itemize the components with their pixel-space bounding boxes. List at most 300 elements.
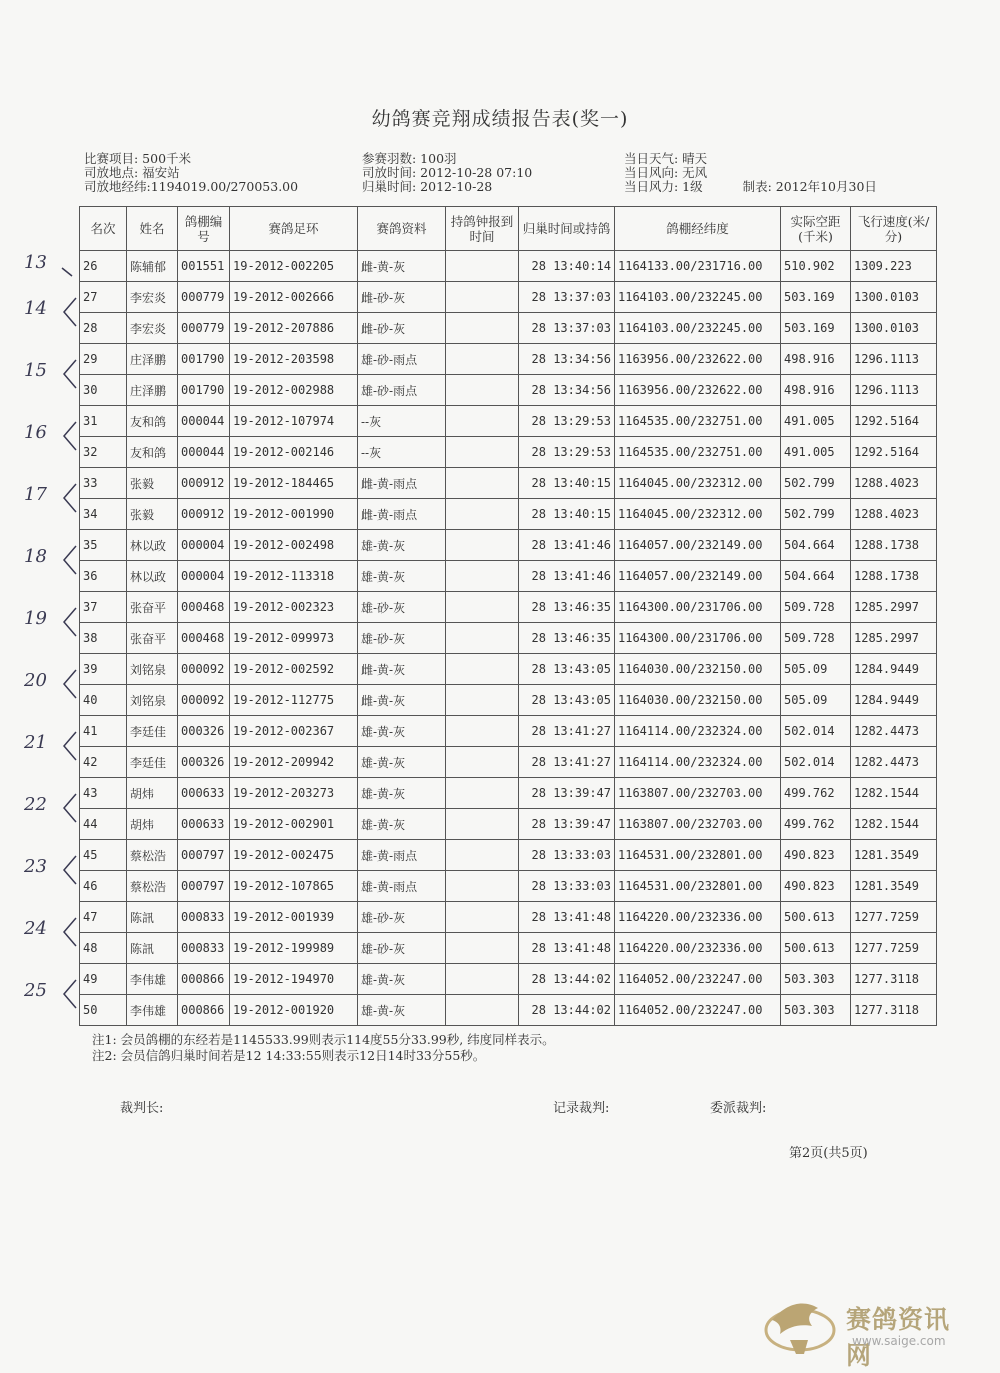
table-header-row xyxy=(80,207,937,251)
cell-bird-info: 雄-砂-雨点 xyxy=(358,375,446,406)
cell-loft-number: 000044 xyxy=(178,406,230,437)
cell-bird-info: 雄-砂-灰 xyxy=(358,592,446,623)
header-clock-time: 持鸽钟报到时间 xyxy=(446,207,519,251)
report-title: 幼鸽赛竞翔成绩报告表(奖一) xyxy=(371,108,629,130)
cell-return-time: 28 13:33:03 xyxy=(519,871,615,902)
cell-return-time: 28 13:41:27 xyxy=(519,716,615,747)
cell-name: 李宏炎 xyxy=(127,282,178,313)
cell-speed: 1296.1113 xyxy=(851,344,937,375)
cell-rank: 45 xyxy=(80,840,127,871)
cell-return-time: 28 13:46:35 xyxy=(519,592,615,623)
cell-name: 张毅 xyxy=(127,468,178,499)
cell-distance: 502.799 xyxy=(781,499,851,530)
cell-return-time: 28 13:43:05 xyxy=(519,654,615,685)
cell-loft-number: 000004 xyxy=(178,561,230,592)
cell-speed: 1285.2997 xyxy=(851,623,937,654)
cell-coords: 1164052.00/232247.00 xyxy=(615,964,781,995)
cell-distance: 509.728 xyxy=(781,623,851,654)
cell-ring: 19-2012-002988 xyxy=(230,375,358,406)
cell-bird-info: 雌-黄-雨点 xyxy=(358,499,446,530)
cell-distance: 503.303 xyxy=(781,964,851,995)
handwritten-rank-label: 22 xyxy=(24,794,47,815)
cell-loft-number: 000326 xyxy=(178,716,230,747)
cell-rank: 48 xyxy=(80,933,127,964)
footnote-2: 注2: 会员信鸽归巢时间若是12 14:33:55则表示12日14时33分55秒。 xyxy=(92,1048,486,1063)
info-column-2 xyxy=(362,152,532,194)
cell-return-time: 28 13:41:48 xyxy=(519,902,615,933)
cell-rank: 49 xyxy=(80,964,127,995)
cell-loft-number: 000468 xyxy=(178,623,230,654)
cell-rank: 46 xyxy=(80,871,127,902)
cell-coords: 1164045.00/232312.00 xyxy=(615,468,781,499)
handwritten-rank-label: 23 xyxy=(24,856,47,877)
info-column-1 xyxy=(84,152,298,194)
cell-distance: 509.728 xyxy=(781,592,851,623)
header-loft-number: 鸽棚编号 xyxy=(178,207,230,251)
cell-distance: 503.169 xyxy=(781,313,851,344)
cell-distance: 504.664 xyxy=(781,561,851,592)
footnotes xyxy=(92,1032,555,1064)
cell-speed: 1285.2997 xyxy=(851,592,937,623)
table-row xyxy=(80,685,937,716)
info-wind-direction: 当日风向: 无风 xyxy=(624,165,708,180)
handwritten-rank-label: 15 xyxy=(24,360,47,381)
recording-referee-label: 记录裁判: xyxy=(553,1101,610,1116)
cell-distance: 491.005 xyxy=(781,406,851,437)
handwritten-rank-label: 25 xyxy=(24,980,47,1001)
cell-coords: 1163956.00/232622.00 xyxy=(615,344,781,375)
cell-loft-number: 000468 xyxy=(178,592,230,623)
handwritten-group-mark xyxy=(24,850,74,890)
table-row xyxy=(80,282,937,313)
cell-rank: 33 xyxy=(80,468,127,499)
cell-clock-time xyxy=(446,561,519,592)
cell-bird-info: 雌-砂-灰 xyxy=(358,282,446,313)
cell-bird-info: 雄-砂-灰 xyxy=(358,623,446,654)
handwritten-group-mark xyxy=(24,246,74,286)
cell-ring: 19-2012-107865 xyxy=(230,871,358,902)
table-row xyxy=(80,344,937,375)
cell-ring: 19-2012-002323 xyxy=(230,592,358,623)
cell-ring: 19-2012-194970 xyxy=(230,964,358,995)
table-row xyxy=(80,871,937,902)
cell-speed: 1281.3549 xyxy=(851,871,937,902)
handwritten-group-mark xyxy=(24,540,74,580)
cell-loft-number: 000004 xyxy=(178,530,230,561)
header-ring: 赛鸽足环 xyxy=(230,207,358,251)
cell-distance: 499.762 xyxy=(781,778,851,809)
cell-bird-info: 雄-砂-灰 xyxy=(358,933,446,964)
cell-coords: 1164103.00/232245.00 xyxy=(615,313,781,344)
watermark xyxy=(760,1290,960,1370)
cell-rank: 34 xyxy=(80,499,127,530)
table-row xyxy=(80,654,937,685)
handwritten-group-mark xyxy=(24,726,74,766)
header-coords: 鸽棚经纬度 xyxy=(615,207,781,251)
info-release-coords: 司放地经纬:1194019.00/270053.00 xyxy=(84,179,299,194)
table-row xyxy=(80,530,937,561)
info-entries: 参赛羽数: 100羽 xyxy=(362,151,457,166)
handwritten-rank-label: 16 xyxy=(24,422,47,443)
cell-ring: 19-2012-002146 xyxy=(230,437,358,468)
cell-clock-time xyxy=(446,871,519,902)
cell-clock-time xyxy=(446,654,519,685)
cell-rank: 47 xyxy=(80,902,127,933)
cell-name: 林以政 xyxy=(127,530,178,561)
cell-name: 张毅 xyxy=(127,499,178,530)
page-number: 第2页(共5页) xyxy=(789,1146,868,1161)
cell-return-time: 28 13:44:02 xyxy=(519,995,615,1026)
cell-bird-info: 雌-黄-灰 xyxy=(358,251,446,282)
cell-loft-number: 001551 xyxy=(178,251,230,282)
cell-loft-number: 001790 xyxy=(178,375,230,406)
cell-speed: 1277.7259 xyxy=(851,902,937,933)
cell-rank: 43 xyxy=(80,778,127,809)
cell-clock-time xyxy=(446,623,519,654)
cell-clock-time xyxy=(446,964,519,995)
cell-name: 陈辅郁 xyxy=(127,251,178,282)
cell-coords: 1163956.00/232622.00 xyxy=(615,375,781,406)
handwritten-group-mark xyxy=(24,292,74,332)
cell-ring: 19-2012-199989 xyxy=(230,933,358,964)
cell-clock-time xyxy=(446,313,519,344)
cell-speed: 1296.1113 xyxy=(851,375,937,406)
cell-coords: 1164300.00/231706.00 xyxy=(615,623,781,654)
cell-speed: 1281.3549 xyxy=(851,840,937,871)
header-bird-info: 赛鸽资料 xyxy=(358,207,446,251)
cell-bird-info: 雌-黄-雨点 xyxy=(358,468,446,499)
cell-speed: 1282.4473 xyxy=(851,747,937,778)
cell-coords: 1164103.00/232245.00 xyxy=(615,282,781,313)
cell-distance: 510.902 xyxy=(781,251,851,282)
cell-loft-number: 000866 xyxy=(178,964,230,995)
cell-speed: 1284.9449 xyxy=(851,685,937,716)
cell-loft-number: 000326 xyxy=(178,747,230,778)
cell-clock-time xyxy=(446,406,519,437)
header-rank: 名次 xyxy=(80,207,127,251)
cell-ring: 19-2012-203273 xyxy=(230,778,358,809)
cell-name: 张奋平 xyxy=(127,623,178,654)
cell-rank: 50 xyxy=(80,995,127,1026)
table-row xyxy=(80,778,937,809)
handwritten-rank-label: 19 xyxy=(24,608,47,629)
cell-clock-time xyxy=(446,840,519,871)
cell-clock-time xyxy=(446,747,519,778)
cell-loft-number: 000912 xyxy=(178,499,230,530)
cell-return-time: 28 13:39:47 xyxy=(519,778,615,809)
table-row xyxy=(80,964,937,995)
cell-speed: 1282.4473 xyxy=(851,716,937,747)
cell-coords: 1164220.00/232336.00 xyxy=(615,933,781,964)
cell-ring: 19-2012-107974 xyxy=(230,406,358,437)
table-row xyxy=(80,840,937,871)
cell-coords: 1164535.00/232751.00 xyxy=(615,406,781,437)
handwritten-group-mark xyxy=(24,602,74,642)
cell-return-time: 28 13:34:56 xyxy=(519,375,615,406)
watermark-url: www.saige.com xyxy=(852,1334,946,1348)
cell-coords: 1164114.00/232324.00 xyxy=(615,716,781,747)
cell-loft-number: 000912 xyxy=(178,468,230,499)
cell-coords: 1164220.00/232336.00 xyxy=(615,902,781,933)
cell-clock-time xyxy=(446,530,519,561)
cell-loft-number: 000044 xyxy=(178,437,230,468)
cell-name: 林以政 xyxy=(127,561,178,592)
cell-rank: 30 xyxy=(80,375,127,406)
cell-bird-info: 雄-黄-灰 xyxy=(358,747,446,778)
cell-speed: 1292.5164 xyxy=(851,437,937,468)
cell-ring: 19-2012-002475 xyxy=(230,840,358,871)
cell-name: 刘铭泉 xyxy=(127,685,178,716)
cell-ring: 19-2012-001939 xyxy=(230,902,358,933)
cell-clock-time xyxy=(446,468,519,499)
handwritten-group-mark xyxy=(24,354,74,394)
handwritten-rank-label: 20 xyxy=(24,670,47,691)
handwritten-group-mark xyxy=(24,974,74,1014)
table-row xyxy=(80,995,937,1026)
cell-return-time: 28 13:29:53 xyxy=(519,406,615,437)
cell-return-time: 28 13:41:46 xyxy=(519,530,615,561)
cell-clock-time xyxy=(446,251,519,282)
handwritten-group-mark xyxy=(24,664,74,704)
cell-name: 友和鸽 xyxy=(127,406,178,437)
pigeon-logo-icon xyxy=(760,1290,840,1358)
appointed-referee-label: 委派裁判: xyxy=(710,1101,767,1116)
cell-rank: 35 xyxy=(80,530,127,561)
cell-loft-number: 001790 xyxy=(178,344,230,375)
cell-rank: 31 xyxy=(80,406,127,437)
cell-bird-info: --灰 xyxy=(358,406,446,437)
cell-name: 蔡松浩 xyxy=(127,871,178,902)
cell-speed: 1282.1544 xyxy=(851,809,937,840)
cell-ring: 19-2012-002205 xyxy=(230,251,358,282)
cell-bird-info: 雄-黄-灰 xyxy=(358,530,446,561)
cell-name: 胡炜 xyxy=(127,809,178,840)
cell-ring: 19-2012-001920 xyxy=(230,995,358,1026)
cell-loft-number: 000779 xyxy=(178,313,230,344)
handwritten-group-mark xyxy=(24,416,74,456)
cell-ring: 19-2012-099973 xyxy=(230,623,358,654)
info-made-date: 制表: 2012年10月30日 xyxy=(742,179,877,194)
cell-bird-info: 雌-黄-灰 xyxy=(358,654,446,685)
cell-rank: 26 xyxy=(80,251,127,282)
cell-clock-time xyxy=(446,592,519,623)
cell-bird-info: 雄-黄-灰 xyxy=(358,561,446,592)
cell-speed: 1277.3118 xyxy=(851,964,937,995)
table-row xyxy=(80,747,937,778)
cell-coords: 1164300.00/231706.00 xyxy=(615,592,781,623)
cell-name: 蔡松浩 xyxy=(127,840,178,871)
cell-clock-time xyxy=(446,933,519,964)
results-table xyxy=(79,206,937,1026)
cell-speed: 1277.7259 xyxy=(851,933,937,964)
cell-distance: 502.014 xyxy=(781,747,851,778)
cell-ring: 19-2012-184465 xyxy=(230,468,358,499)
cell-loft-number: 000092 xyxy=(178,685,230,716)
cell-loft-number: 000833 xyxy=(178,902,230,933)
cell-return-time: 28 13:41:48 xyxy=(519,933,615,964)
cell-ring: 19-2012-002367 xyxy=(230,716,358,747)
handwritten-rank-label: 24 xyxy=(24,918,47,939)
table-row xyxy=(80,313,937,344)
cell-rank: 32 xyxy=(80,437,127,468)
handwritten-rank-label: 13 xyxy=(24,251,47,273)
cell-speed: 1288.4023 xyxy=(851,468,937,499)
cell-coords: 1164114.00/232324.00 xyxy=(615,747,781,778)
cell-distance: 505.09 xyxy=(781,685,851,716)
footnote-1: 注1: 会员鸽棚的东经若是1145533.99则表示114度55分33.99秒, 纬度同样表示。 xyxy=(92,1032,555,1047)
cell-coords: 1164531.00/232801.00 xyxy=(615,871,781,902)
handwritten-group-mark xyxy=(24,912,74,952)
cell-speed: 1284.9449 xyxy=(851,654,937,685)
cell-loft-number: 000797 xyxy=(178,871,230,902)
cell-return-time: 28 13:41:27 xyxy=(519,747,615,778)
cell-rank: 37 xyxy=(80,592,127,623)
cell-ring: 19-2012-112775 xyxy=(230,685,358,716)
cell-rank: 39 xyxy=(80,654,127,685)
cell-speed: 1300.0103 xyxy=(851,313,937,344)
cell-distance: 504.664 xyxy=(781,530,851,561)
cell-distance: 500.613 xyxy=(781,902,851,933)
cell-distance: 502.799 xyxy=(781,468,851,499)
cell-distance: 499.762 xyxy=(781,809,851,840)
cell-speed: 1309.223 xyxy=(851,251,937,282)
header-return-time: 归巢时间或持鸽 xyxy=(519,207,615,251)
cell-rank: 27 xyxy=(80,282,127,313)
cell-return-time: 28 13:44:02 xyxy=(519,964,615,995)
info-event: 比赛项目: 500千米 xyxy=(84,151,192,166)
cell-name: 庄泽鹏 xyxy=(127,344,178,375)
cell-bird-info: 雄-黄-灰 xyxy=(358,716,446,747)
cell-rank: 36 xyxy=(80,561,127,592)
table-row xyxy=(80,468,937,499)
cell-name: 庄泽鹏 xyxy=(127,375,178,406)
cell-return-time: 28 13:29:53 xyxy=(519,437,615,468)
cell-clock-time xyxy=(446,809,519,840)
cell-return-time: 28 13:40:14 xyxy=(519,251,615,282)
info-weather: 当日天气: 晴天 xyxy=(624,151,708,166)
cell-coords: 1164045.00/232312.00 xyxy=(615,499,781,530)
cell-clock-time xyxy=(446,902,519,933)
cell-bird-info: 雄-砂-灰 xyxy=(358,902,446,933)
cell-name: 李廷佳 xyxy=(127,747,178,778)
table-row xyxy=(80,437,937,468)
cell-return-time: 28 13:46:35 xyxy=(519,623,615,654)
cell-speed: 1282.1544 xyxy=(851,778,937,809)
cell-name: 陈訊 xyxy=(127,933,178,964)
cell-clock-time xyxy=(446,437,519,468)
cell-bird-info: --灰 xyxy=(358,437,446,468)
cell-speed: 1288.4023 xyxy=(851,499,937,530)
cell-return-time: 28 13:34:56 xyxy=(519,344,615,375)
chief-referee-label: 裁判长: xyxy=(120,1101,164,1116)
cell-coords: 1164531.00/232801.00 xyxy=(615,840,781,871)
cell-distance: 502.014 xyxy=(781,716,851,747)
cell-clock-time xyxy=(446,778,519,809)
header-speed: 飞行速度(米/分) xyxy=(851,207,937,251)
table-row xyxy=(80,592,937,623)
cell-rank: 28 xyxy=(80,313,127,344)
cell-ring: 19-2012-209942 xyxy=(230,747,358,778)
cell-speed: 1288.1738 xyxy=(851,561,937,592)
table-row xyxy=(80,499,937,530)
cell-name: 陈訊 xyxy=(127,902,178,933)
cell-name: 李伟雄 xyxy=(127,964,178,995)
cell-distance: 498.916 xyxy=(781,344,851,375)
cell-ring: 19-2012-002498 xyxy=(230,530,358,561)
cell-loft-number: 000797 xyxy=(178,840,230,871)
cell-clock-time xyxy=(446,499,519,530)
handwritten-group-mark xyxy=(24,788,74,828)
cell-ring: 19-2012-002592 xyxy=(230,654,358,685)
cell-bird-info: 雄-黄-灰 xyxy=(358,778,446,809)
handwritten-rank-label: 14 xyxy=(24,298,47,319)
table-row xyxy=(80,933,937,964)
cell-bird-info: 雄-黄-雨点 xyxy=(358,871,446,902)
cell-coords: 1164057.00/232149.00 xyxy=(615,561,781,592)
cell-rank: 41 xyxy=(80,716,127,747)
handwritten-rank-label: 18 xyxy=(24,546,47,567)
watermark-text: 赛鸽资讯网 xyxy=(846,1305,951,1370)
cell-clock-time xyxy=(446,716,519,747)
cell-loft-number: 000779 xyxy=(178,282,230,313)
table-row xyxy=(80,251,937,282)
info-release-site: 司放地点: 福安站 xyxy=(84,165,180,180)
cell-ring: 19-2012-002666 xyxy=(230,282,358,313)
cell-rank: 42 xyxy=(80,747,127,778)
cell-speed: 1288.1738 xyxy=(851,530,937,561)
cell-bird-info: 雄-黄-雨点 xyxy=(358,840,446,871)
cell-name: 李宏炎 xyxy=(127,313,178,344)
handwritten-rank-label: 17 xyxy=(24,484,47,505)
cell-rank: 38 xyxy=(80,623,127,654)
cell-name: 张奋平 xyxy=(127,592,178,623)
table-row xyxy=(80,375,937,406)
table-row xyxy=(80,716,937,747)
cell-coords: 1164030.00/232150.00 xyxy=(615,654,781,685)
cell-loft-number: 000866 xyxy=(178,995,230,1026)
cell-clock-time xyxy=(446,282,519,313)
cell-clock-time xyxy=(446,995,519,1026)
cell-coords: 1164535.00/232751.00 xyxy=(615,437,781,468)
cell-coords: 1163807.00/232703.00 xyxy=(615,778,781,809)
cell-rank: 44 xyxy=(80,809,127,840)
cell-ring: 19-2012-002901 xyxy=(230,809,358,840)
cell-distance: 491.005 xyxy=(781,437,851,468)
cell-return-time: 28 13:37:03 xyxy=(519,313,615,344)
cell-distance: 490.823 xyxy=(781,871,851,902)
cell-return-time: 28 13:40:15 xyxy=(519,468,615,499)
cell-ring: 19-2012-203598 xyxy=(230,344,358,375)
cell-return-time: 28 13:39:47 xyxy=(519,809,615,840)
cell-coords: 1164057.00/232149.00 xyxy=(615,530,781,561)
cell-speed: 1277.3118 xyxy=(851,995,937,1026)
cell-coords: 1164052.00/232247.00 xyxy=(615,995,781,1026)
cell-ring: 19-2012-001990 xyxy=(230,499,358,530)
cell-clock-time xyxy=(446,375,519,406)
cell-bird-info: 雄-黄-灰 xyxy=(358,995,446,1026)
cell-speed: 1300.0103 xyxy=(851,282,937,313)
cell-distance: 503.303 xyxy=(781,995,851,1026)
table-row xyxy=(80,561,937,592)
cell-coords: 1163807.00/232703.00 xyxy=(615,809,781,840)
cell-distance: 505.09 xyxy=(781,654,851,685)
header-name: 姓名 xyxy=(127,207,178,251)
cell-clock-time xyxy=(446,344,519,375)
cell-return-time: 28 13:33:03 xyxy=(519,840,615,871)
cell-distance: 498.916 xyxy=(781,375,851,406)
cell-name: 李伟雄 xyxy=(127,995,178,1026)
cell-bird-info: 雌-砂-灰 xyxy=(358,313,446,344)
